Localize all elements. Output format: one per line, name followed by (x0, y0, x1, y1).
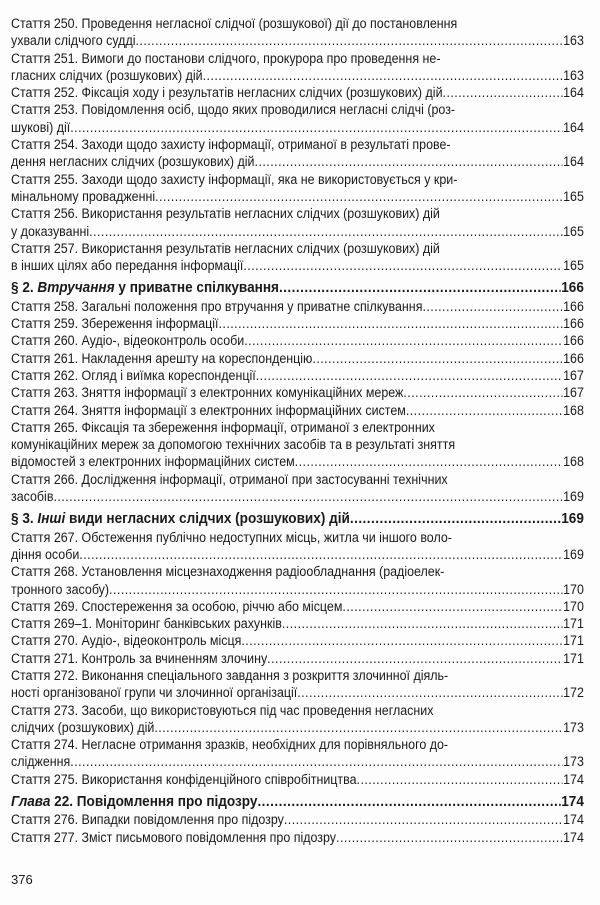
page-reference: 169 (563, 489, 584, 505)
page-reference: 172 (563, 685, 584, 701)
article-title-line: Стаття 250. Проведення негласної слідчої (розшукової) дії до постановлення (11, 16, 458, 31)
dot-leader (312, 350, 562, 367)
article-title-line: Стаття 258. Загальні положення про втручання у приватне спілкування (11, 298, 423, 314)
dot-leader (154, 719, 562, 736)
dot-leader (295, 453, 562, 470)
page-reference: 171 (563, 616, 584, 632)
article-title-line: Стаття 277. Зміст письмового повідомлення про підозру (11, 829, 337, 845)
dot-leader (336, 829, 562, 846)
article-title-line: Стаття 276. Випадки повідомлення про підозру (11, 812, 284, 828)
article-title-line: тронного засобу) (11, 581, 110, 597)
dot-leader (203, 67, 563, 84)
article-title-line: Стаття 262. Огляд і виїмка кореспонденції (11, 367, 256, 383)
toc-article-entry[interactable] (11, 402, 584, 419)
dot-leader (70, 753, 562, 770)
article-title-line: Стаття 268. Установлення місцезнаходження радіообладнання (радіоелек- (11, 564, 445, 580)
article-title-line: Стаття 267. Обстеження публічно недоступних місць, житла чи іншого воло- (11, 529, 452, 545)
dot-leader (267, 650, 562, 667)
toc-article-entry[interactable] (11, 471, 584, 506)
dot-leader (135, 32, 562, 49)
article-title-line: Стаття 259. Збереження інформації (11, 316, 219, 332)
page-reference: 167 (563, 385, 584, 401)
page-reference: 165 (563, 223, 584, 239)
article-title-line: Стаття 256. Використання результатів негласних слідчих (розшукових) дій (11, 206, 440, 222)
article-title-line: в інших цілях або передання інформації (11, 258, 244, 274)
page-reference: 171 (563, 633, 584, 649)
page-reference: 168 (563, 402, 584, 418)
dot-leader (357, 771, 563, 788)
section-title (11, 794, 257, 811)
dot-leader (282, 615, 562, 632)
section-emphasis: Втручання (37, 280, 115, 297)
toc-article-entry[interactable] (11, 367, 584, 384)
page-reference: 174 (561, 794, 584, 811)
article-title-line: Стаття 261. Накладення арешту на кореспонденцію (11, 350, 313, 366)
toc-article-entry[interactable] (11, 384, 584, 401)
toc-article-entry[interactable] (11, 298, 584, 315)
article-title-line: Стаття 273. Засоби, що використовуються під час проведення негласних (11, 702, 434, 718)
section-emphasis: Інші (37, 511, 66, 528)
toc-section-heading[interactable] (11, 511, 584, 528)
dot-leader (79, 546, 562, 563)
toc-article-entry[interactable] (11, 15, 584, 50)
dot-leader (256, 367, 562, 384)
page-reference: 166 (563, 298, 584, 314)
page-reference: 164 (563, 119, 584, 135)
dot-leader (403, 384, 562, 401)
article-title-line: Стаття 269–1. Моніторинг банківських рахунків (11, 616, 282, 632)
page-reference: 174 (563, 812, 584, 828)
toc-article-entry[interactable] (11, 332, 584, 349)
dot-leader (70, 119, 562, 136)
toc-section-heading[interactable] (11, 280, 584, 297)
dot-leader (89, 223, 562, 240)
page-reference: 166 (563, 350, 584, 366)
dot-leader (422, 298, 562, 315)
toc-article-entry[interactable] (11, 771, 584, 788)
article-title-line: Стаття 252. Фіксація ходу і результатів негласних слідчих (розшукових) дій (11, 85, 443, 101)
section-rest: у приватне спілкування (114, 280, 279, 297)
toc-article-entry[interactable] (11, 240, 584, 275)
article-title-line: Стаття 253. Повідомлення осіб, щодо яких проводилися негласні слідчі (роз- (11, 102, 456, 118)
dot-leader (279, 280, 560, 297)
article-title-line: комунікаційних мереж за допомогою технічних засобів та в результаті зняття (11, 437, 456, 453)
toc-article-entry[interactable] (11, 829, 584, 846)
page-reference: 174 (563, 829, 584, 845)
section-emphasis: Глава (11, 794, 51, 811)
article-title-line: ухвали слідчого судді (11, 33, 136, 49)
article-title-line: Стаття 265. Фіксація та збереження інформації, отриманої з електронних (11, 419, 435, 435)
page-reference: 169 (561, 511, 584, 528)
toc-article-entry[interactable] (11, 101, 584, 136)
article-title-line: Стаття 264. Зняття інформації з електронних інформаційних систем (11, 402, 406, 418)
article-title-line: Стаття 255. Заходи щодо захисту інформації, яка не використовується у кри- (11, 171, 458, 187)
page-reference: 163 (563, 33, 584, 49)
dot-leader (53, 488, 562, 505)
toc-article-entry[interactable] (11, 632, 584, 649)
article-title-line: гласних слідчих (розшукових) дій (11, 67, 203, 83)
article-title-line: Стаття 270. Аудіо-, відеоконтроль місця (11, 633, 242, 649)
page-reference: 163 (563, 67, 584, 83)
page-reference: 168 (563, 454, 584, 470)
page-reference: 171 (563, 650, 584, 666)
toc-article-entry[interactable] (11, 563, 584, 598)
toc-article-entry[interactable] (11, 171, 584, 206)
page-reference: 166 (563, 333, 584, 349)
dot-leader (255, 153, 563, 170)
section-rest: 22. Повідомлення про підозру (50, 794, 258, 811)
toc-article-entry[interactable] (11, 702, 584, 737)
page-reference: 174 (563, 771, 584, 787)
page-reference: 165 (563, 258, 584, 274)
article-title-line: шукові) дії (11, 119, 71, 135)
dot-leader (297, 684, 562, 701)
page-reference: 164 (563, 85, 584, 101)
dot-leader (342, 598, 562, 615)
toc-section-heading[interactable] (11, 794, 584, 811)
section-title (11, 511, 350, 528)
toc-article-entry[interactable] (11, 84, 584, 101)
toc-article-entry[interactable] (11, 136, 584, 171)
page-reference: 173 (563, 754, 584, 770)
article-title-line: засобів (11, 489, 54, 505)
dot-leader (109, 581, 562, 598)
dot-leader (155, 188, 562, 205)
dot-leader (243, 257, 562, 274)
toc-article-entry[interactable] (11, 529, 584, 564)
page-reference: 167 (563, 367, 584, 383)
page-reference: 164 (563, 154, 584, 170)
article-title-line: Стаття 254. Заходи щодо захисту інформації, отриманої в результаті прове- (11, 137, 451, 153)
dot-leader (257, 794, 560, 811)
section-prefix: § 3. (11, 511, 38, 528)
section-prefix: § 2. (11, 280, 38, 297)
toc-article-entry[interactable] (11, 350, 584, 367)
article-title-line: відомостей з електронних інформаційних систем (11, 454, 295, 470)
page-reference: 169 (563, 546, 584, 562)
dot-leader (406, 402, 562, 419)
page-reference: 173 (563, 719, 584, 735)
article-title-line: Стаття 274. Негласне отримання зразків, необхідних для порівняльного до- (11, 737, 449, 753)
article-title-line: Стаття 251. Вимоги до постанови слідчого, прокурора про проведення не- (11, 50, 441, 66)
page-reference: 170 (563, 598, 584, 614)
article-title-line: Стаття 266. Дослідження інформації, отриманої при застосуванні технічних (11, 471, 448, 487)
dot-leader (443, 84, 563, 101)
section-title (11, 280, 279, 297)
toc-article-entry[interactable] (11, 667, 584, 702)
toc-article-entry[interactable] (11, 598, 584, 615)
toc-article-entry[interactable] (11, 811, 584, 828)
table-of-contents (11, 15, 584, 846)
dot-leader (218, 315, 562, 332)
toc-article-entry[interactable] (11, 650, 584, 667)
page-reference: 166 (563, 316, 584, 332)
article-title-line: ності організованої групи чи злочинної організації (11, 685, 298, 701)
dot-leader (284, 811, 562, 828)
article-title-line: Стаття 272. Виконання спеціального завдання з розкриття злочинної діяль- (11, 667, 449, 683)
page-reference: 165 (563, 188, 584, 204)
article-title-line: діння особи (11, 546, 80, 562)
article-title-line: Стаття 271. Контроль за вчиненням злочину (11, 650, 268, 666)
dot-leader (244, 332, 562, 349)
article-title-line: Стаття 269. Спостереження за особою, річчю або місцем (11, 598, 343, 614)
page-reference: 170 (563, 581, 584, 597)
article-title-line: Стаття 275. Використання конфіденційного співробітництва (11, 771, 357, 787)
dot-leader (241, 632, 562, 649)
dot-leader (350, 511, 560, 528)
toc-article-entry[interactable] (11, 736, 584, 771)
section-rest: види негласних слідчих (розшукових) дій (65, 511, 350, 528)
page-reference: 166 (561, 280, 584, 297)
article-title-line: мінальному провадженні (11, 188, 156, 204)
toc-article-entry[interactable] (11, 419, 584, 471)
article-title-line: Стаття 263. Зняття інформації з електронних комунікаційних мереж (11, 385, 404, 401)
toc-article-entry[interactable] (11, 50, 584, 85)
article-title-line: дення негласних слідчих (розшукових) дій (11, 154, 255, 170)
toc-article-entry[interactable] (11, 615, 584, 632)
toc-article-entry[interactable] (11, 205, 584, 240)
article-title-line: Стаття 260. Аудіо-, відеоконтроль особи (11, 333, 245, 349)
article-title-line: Стаття 257. Використання результатів негласних слідчих (розшукових) дій (11, 240, 440, 256)
article-title-line: слідчих (розшукових) дій (11, 719, 155, 735)
article-title-line: слідження (11, 754, 71, 770)
toc-article-entry[interactable] (11, 315, 584, 332)
article-title-line: у доказуванні (11, 223, 90, 239)
page-number: 376 (11, 872, 33, 887)
